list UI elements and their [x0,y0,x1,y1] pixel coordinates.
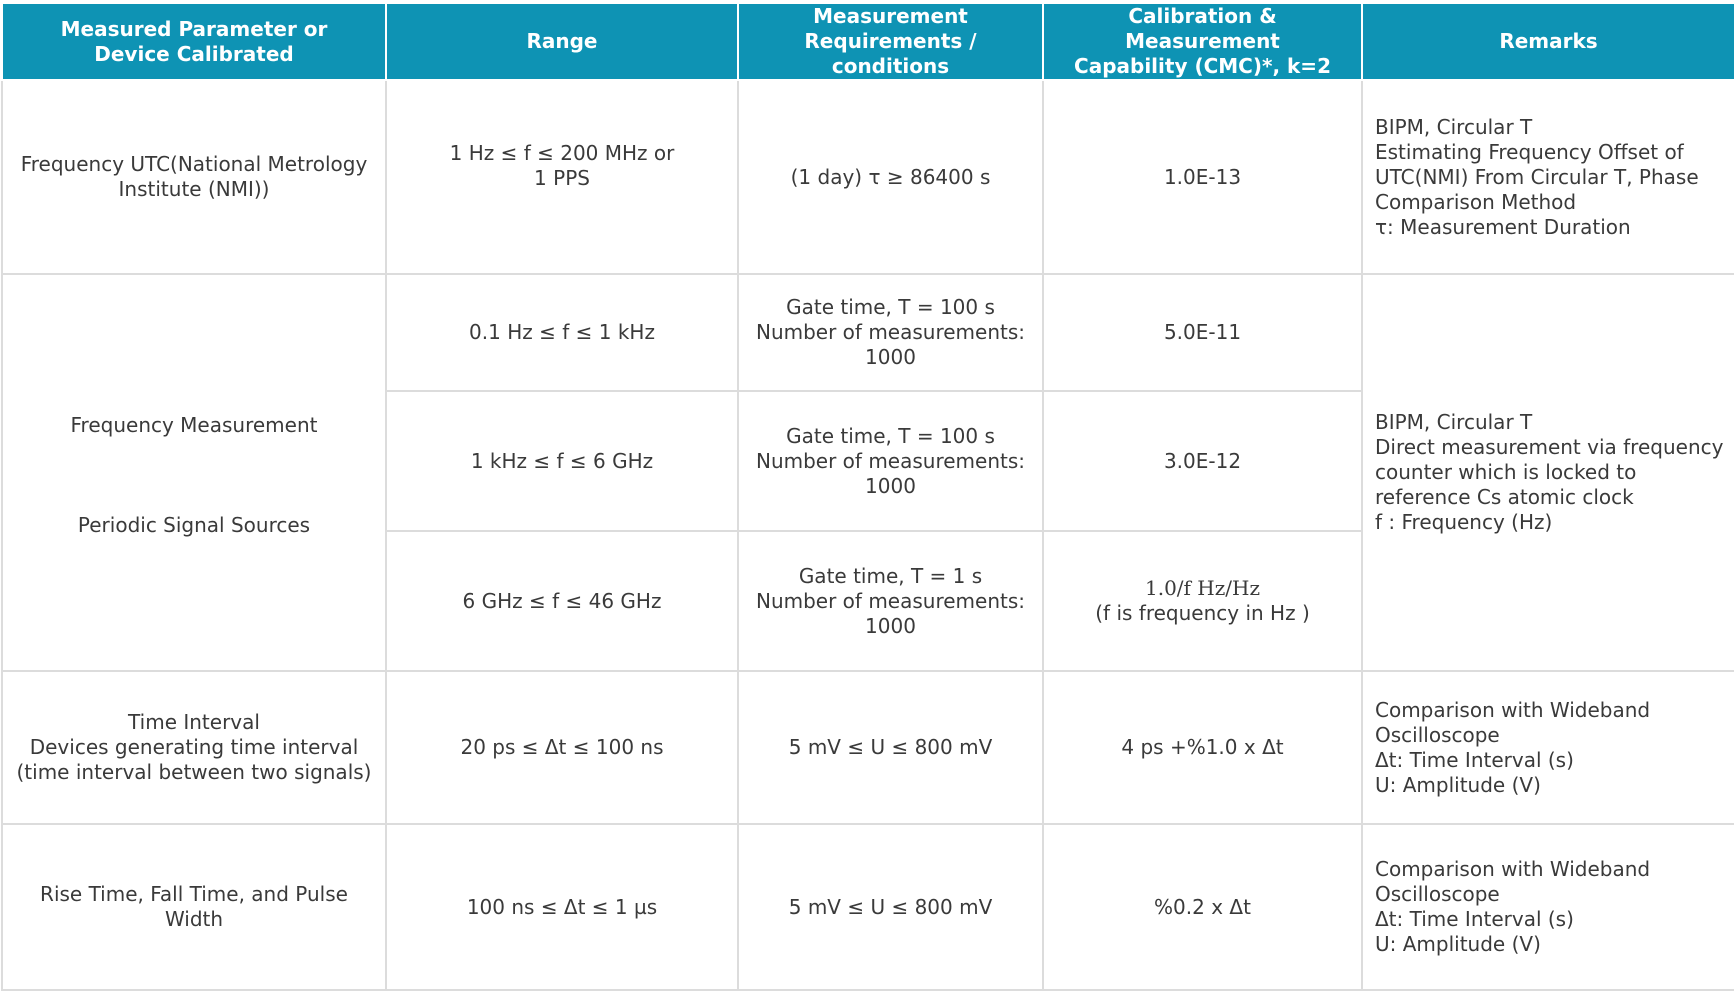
cell-parameter: Time Interval Devices generating time interval (time interval between two signals) [2,671,386,824]
cell-requirements: (1 day) τ ≥ 86400 s [738,80,1043,274]
cell-cmc: 5.0E-11 [1043,274,1362,391]
cell-cmc: 1.0/f Hz/Hz (f is frequency in Hz ) [1043,531,1362,671]
cell-cmc: 4 ps +%1.0 x Δt [1043,671,1362,824]
header-cmc: Calibration & Measurement Capability (CMC)*, k=2 [1043,3,1362,80]
cell-parameter: Frequency UTC(National Metrology Institute (NMI)) [2,80,386,274]
cell-remarks: Comparison with Wideband Oscilloscope Δt: Time Interval (s) U: Amplitude (V) [1362,824,1734,990]
cell-cmc: %0.2 x Δt [1043,824,1362,990]
cell-cmc: 3.0E-12 [1043,391,1362,531]
header-measurement-requirements: Measurement Requirements / conditions [738,3,1043,80]
table-row-frequency-utc [2,80,1734,274]
header-range: Range [386,3,738,80]
cell-remarks: BIPM, Circular T Estimating Frequency Offset of UTC(NMI) From Circular T, Phase Comparison Method τ: Measurement Duration [1362,80,1734,274]
table-row-time-interval [2,671,1734,824]
header-remarks: Remarks [1362,3,1734,80]
cell-range: 6 GHz ≤ f ≤ 46 GHz [386,531,738,671]
cell-requirements: Gate time, T = 1 s Number of measurements: 1000 [738,531,1043,671]
cell-remarks: Comparison with Wideband Oscilloscope Δt: Time Interval (s) U: Amplitude (V) [1362,671,1734,824]
cell-range: 100 ns ≤ Δt ≤ 1 µs [386,824,738,990]
cell-parameter: Frequency Measurement Periodic Signal Sources [2,274,386,671]
cell-range: 0.1 Hz ≤ f ≤ 1 kHz [386,274,738,391]
table-row-frequency-measurement [2,274,1734,391]
cell-range: 20 ps ≤ Δt ≤ 100 ns [386,671,738,824]
cell-cmc: 1.0E-13 [1043,80,1362,274]
calibration-capability-table [1,2,1734,991]
table-header-row [2,3,1734,80]
cell-range: 1 Hz ≤ f ≤ 200 MHz or 1 PPS [386,80,738,274]
cell-requirements: Gate time, T = 100 s Number of measurements: 1000 [738,391,1043,531]
cell-requirements: 5 mV ≤ U ≤ 800 mV [738,824,1043,990]
cell-requirements: Gate time, T = 100 s Number of measurements: 1000 [738,274,1043,391]
table-row-rise-time [2,824,1734,990]
cell-remarks: BIPM, Circular T Direct measurement via frequency counter which is locked to reference Cs atomic clock f : Frequency (Hz) [1362,274,1734,671]
cell-requirements: 5 mV ≤ U ≤ 800 mV [738,671,1043,824]
cell-range: 1 kHz ≤ f ≤ 6 GHz [386,391,738,531]
header-measured-parameter: Measured Parameter or Device Calibrated [2,3,386,80]
cell-parameter: Rise Time, Fall Time, and Pulse Width [2,824,386,990]
